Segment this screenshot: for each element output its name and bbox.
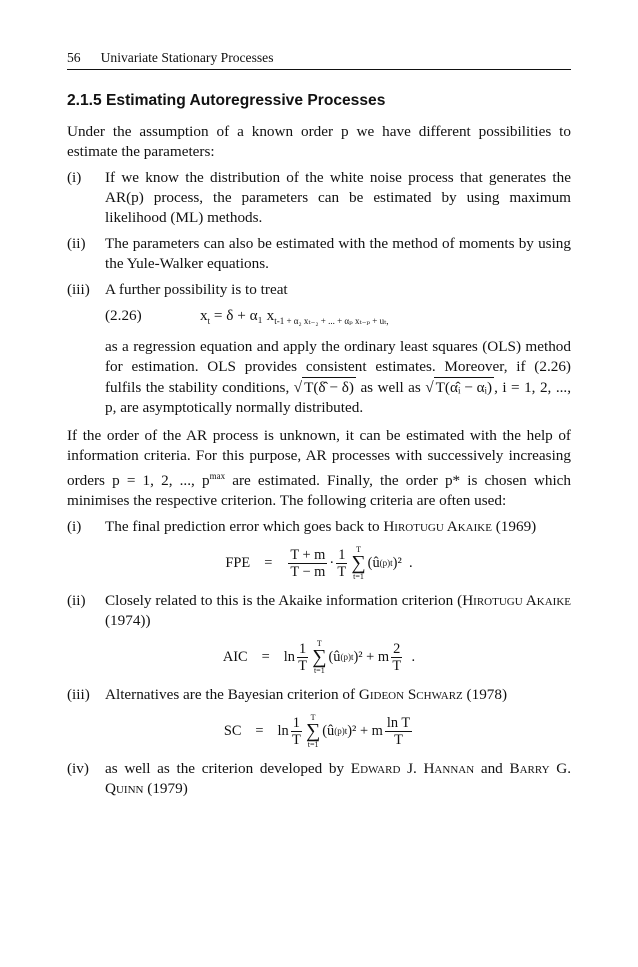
- item-text: A further possibility is to treat: [105, 281, 288, 298]
- ols-paragraph: as a regression equation and apply the ordinary least squares (OLS) method for estimation. OLS provides consistent estimates. Moreover, if (2.26) fulfils the stability conditions, √ T(δ̂ − δ) as well as √ T(α̂ᵢ − αᵢ) , i = 1, 2, ..., p, are asymptotically normally distributed.: [105, 338, 571, 417]
- equation-body: $x_t = \delta + \alpha_1$ $x_{t-1 + \alpha_2 x_{t-2} + ... + \alpha_p x_{t-p} + u_t,}$: [200, 307, 389, 327]
- criterion-item-aic: (ii) Closely related to this is the Akaike information criterion (Hirotugu Akaike (1974)): [67, 592, 571, 630]
- criterion-item-hq: (iv) as well as the criterion developed by Edward J. Hannan and Barry G. Quinn (1979): [67, 760, 571, 798]
- author-name: Gideon Schwarz: [358, 686, 463, 704]
- running-header: [67, 50, 571, 70]
- method-item-3: [67, 280, 571, 418]
- method-item-2: [67, 234, 571, 274]
- item-text: The parameters can also be estimated with the method of moments by using the Yule-Walker equations.: [105, 235, 571, 272]
- equation-2-26: [105, 306, 571, 331]
- sqrt-alpha: T(α̂ᵢ − αᵢ): [435, 379, 493, 397]
- author-name: Hirotugu Akaike: [383, 518, 492, 536]
- author-name: Edward J. Hannan: [350, 760, 475, 778]
- formula-fpe: FPE = $\frac{T + m}{T - m}$ · $\frac{1}{T}$ T ∑ t=1 (û (p) t )² .: [225, 545, 413, 582]
- sqrt-delta: T(δ̂ − δ): [304, 379, 354, 397]
- item-number: (ii): [67, 235, 86, 252]
- running-title: Univariate Stationary Processes: [100, 50, 274, 65]
- item-text: If we know the distribution of the white noise process that generates the AR(p) process, the parameters can be estimated by using maximum likelihood (ML) methods.: [105, 169, 571, 226]
- section-title: 2.1.5 Estimating Autoregressive Processes: [67, 92, 386, 109]
- unknown-order-paragraph: If the order of the AR process is unknown, it can be estimated with the help of information criteria. For this purpose, AR processes with successively increasing orders p = 1, 2, ..., $p^{max}$ are estimated. Finally, the order p* is chosen which minimises the respective criterion. The following criteria are often used:: [67, 427, 571, 510]
- formula-sc: SC = ln $\frac{1}{T}$ T ∑ t=1 (û (p) t )² + m $\frac{\text{ln T}}{T}$: [223, 713, 411, 750]
- sum-symbol: T ∑ t=1: [351, 545, 366, 582]
- formula-aic: AIC = ln $\frac{1}{T}$ T ∑ t=1 (û (p) t )² + m $\frac{2}{T}$ .: [222, 639, 416, 676]
- author-name: Hirotugu Akaike: [462, 592, 571, 610]
- criterion-item-fpe: (i) The final prediction error which goes back to Hirotugu Akaike (1969): [67, 518, 537, 536]
- intro-paragraph: Under the assumption of a known order p we have different possibilities to estimate the parameters:: [67, 123, 571, 160]
- method-item-1: [67, 168, 571, 228]
- item-number: (iii): [67, 281, 90, 298]
- page-number: 56: [67, 50, 81, 65]
- sum-symbol: T ∑ t=1: [305, 713, 321, 750]
- sum-symbol: T ∑ t=1: [312, 639, 327, 676]
- author-name: Barry G. Quinn: [105, 760, 571, 798]
- criterion-item-sc: (iii) Alternatives are the Bayesian criterion of Gideon Schwarz (1978): [67, 686, 508, 704]
- item-number: (i): [67, 169, 82, 186]
- equation-number: (2.26): [105, 307, 142, 324]
